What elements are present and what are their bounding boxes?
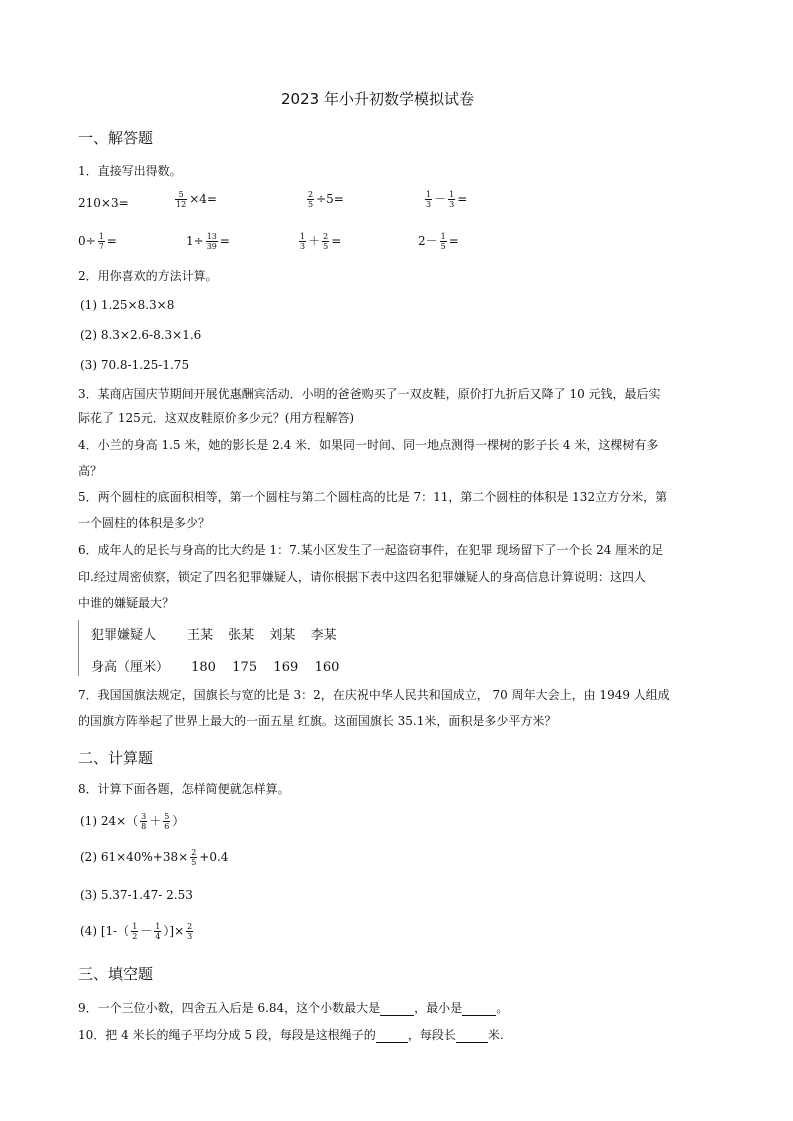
question-4-line-2: 高？ bbox=[78, 464, 103, 478]
question-9: 9．一个三位小数，四舍五入后是 6.84，这个小数最大是 ，最小是 。 bbox=[78, 1001, 509, 1015]
answer-blank[interactable] bbox=[456, 1028, 488, 1043]
fraction: $\frac{2}{5}$ bbox=[323, 232, 329, 251]
question-1-stem: 1．直接写出得数。 bbox=[78, 164, 182, 178]
question-3-line-2: 际花了 125元．这双皮鞋原价多少元？(用方程解答) bbox=[78, 411, 355, 425]
q1-item-c: $\frac{2}{5}$ ÷5= bbox=[308, 190, 344, 209]
section-heading-fill: 三、填空题 bbox=[78, 965, 154, 983]
table-cell: 身高（厘米） bbox=[91, 660, 170, 675]
table-cell: 刘某 bbox=[269, 628, 296, 643]
question-7-line-1: 7．我国国旗法规定，国旗长与宽的比是 3：2，在庆祝中华人民共和国成立， 70 周年大会上，由 1949 人组成 bbox=[78, 688, 670, 702]
fraction: $\frac{1}{3}$ bbox=[426, 190, 432, 209]
fraction: $\frac{1}{4}$ bbox=[155, 922, 161, 941]
question-5-line-2: 一个圆柱的体积是多少？ bbox=[78, 516, 211, 530]
q8-item-1: (1) 24×（ $\frac{3}{8}$ ＋ $\frac{5}{6}$ ） bbox=[80, 812, 185, 831]
q1-item-g: $\frac{1}{3}$ ＋ $\frac{2}{5}$ = bbox=[300, 232, 342, 251]
q1-item-e: 0÷ $\frac{1}{7}$ = bbox=[78, 232, 117, 251]
question-4-line-1: 4．小兰的身高 1.5 米，她的影长是 2.4 米．如果同一时间、同一地点测得一棵树的影子长 4 米，这棵树有多 bbox=[78, 438, 659, 452]
table-cell: 犯罪嫌疑人 bbox=[91, 628, 157, 643]
answer-blank[interactable] bbox=[376, 1028, 408, 1043]
table-cell: 张某 bbox=[228, 628, 255, 643]
question-6-line-1: 6．成年人的足长与身高的比大约是 1：7.某小区发生了一起盗窃事件，在犯罪 现场留下了一个长 24 厘米的足 bbox=[78, 543, 664, 557]
q2-item-3: (3) 70.8-1.25-1.75 bbox=[80, 358, 190, 372]
q1-item-a: 210×3= bbox=[78, 196, 129, 210]
q1-item-h: 2－ $\frac{1}{5}$ = bbox=[418, 232, 459, 251]
table-cell: 王某 bbox=[187, 628, 214, 643]
fraction: $\frac{5}{12}$ bbox=[176, 190, 187, 209]
q8-item-4: (4) [1-（ $\frac{1}{2}$ － $\frac{1}{4}$ ）]× $\frac{2}{3}$ bbox=[80, 922, 193, 941]
answer-blank[interactable] bbox=[462, 1001, 496, 1016]
fraction: $\frac{3}{8}$ bbox=[141, 812, 147, 831]
q8-item-2: (2) 61×40%+38× $\frac{2}{5}$ +0.4 bbox=[80, 848, 229, 867]
table-cell: 169 bbox=[273, 660, 299, 675]
section-heading-answer: 一、解答题 bbox=[78, 129, 154, 147]
fraction: $\frac{1}{3}$ bbox=[300, 232, 306, 251]
fraction: $\frac{1}{5}$ bbox=[440, 232, 446, 251]
table-cell: 160 bbox=[314, 660, 340, 675]
fraction: $\frac{5}{6}$ bbox=[164, 812, 170, 831]
fraction: $\frac{2}{5}$ bbox=[191, 848, 197, 867]
question-6-line-2: 印.经过周密侦察，锁定了四名犯罪嫌疑人，请你根据下表中这四名犯罪嫌疑人的身高信息计算说明：这四人 bbox=[78, 570, 646, 584]
table-cell: 175 bbox=[232, 660, 258, 675]
table-cell: 180 bbox=[191, 660, 216, 675]
table-row bbox=[91, 624, 348, 643]
question-8-stem: 8．计算下面各题，怎样简便就怎样算。 bbox=[78, 782, 290, 796]
question-3-line-1: 3．某商店国庆节期间开展优惠酬宾活动．小明的爸爸购买了一双皮鞋，原价打九折后又降了 10 元钱，最后实 bbox=[78, 387, 661, 401]
fraction: $\frac{1}{7}$ bbox=[98, 232, 104, 251]
q8-item-3: (3) 5.37-1.47- 2.53 bbox=[80, 888, 193, 902]
table-cell: 李某 bbox=[310, 628, 337, 643]
question-6-line-3: 中谁的嫌疑最大？ bbox=[78, 596, 175, 610]
q1-item-b: $\frac{5}{12}$ ×4= bbox=[176, 190, 217, 209]
fraction: $\frac{2}{5}$ bbox=[308, 190, 314, 209]
q1-item-f: 1÷ $\frac{13}{39}$ = bbox=[186, 232, 230, 251]
fraction: $\frac{2}{3}$ bbox=[187, 922, 193, 941]
section-heading-calc: 二、计算题 bbox=[78, 749, 154, 767]
answer-blank[interactable] bbox=[380, 1001, 414, 1016]
fraction: $\frac{1}{3}$ bbox=[449, 190, 455, 209]
page-title: 2023 年小升初数学模拟试卷 bbox=[281, 90, 474, 108]
question-10: 10．把 4 米长的绳子平均分成 5 段，每段是这根绳子的 ，每段长 米. bbox=[78, 1028, 504, 1042]
q2-item-1: (1) 1.25×8.3×8 bbox=[80, 298, 175, 312]
question-7-line-2: 的国旗方阵举起了世界上最大的一面五星 红旗。这面国旗长 35.1米，面积是多少平方米？ bbox=[78, 714, 557, 728]
fraction: $\frac{1}{2}$ bbox=[132, 922, 138, 941]
question-5-line-1: 5．两个圆柱的底面积相等，第一个圆柱与第二个圆柱高的比是 7：11，第二个圆柱的体积是 132立方分米，第 bbox=[78, 490, 668, 504]
suspect-height-table bbox=[78, 620, 340, 676]
q2-item-2: (2) 8.3×2.6-8.3×1.6 bbox=[80, 328, 202, 342]
q1-item-d: $\frac{1}{3}$ － $\frac{1}{3}$ = bbox=[426, 190, 468, 209]
fraction: $\frac{13}{39}$ bbox=[206, 232, 217, 251]
table-row bbox=[91, 656, 352, 675]
question-2-stem: 2．用你喜欢的方法计算。 bbox=[78, 269, 218, 283]
